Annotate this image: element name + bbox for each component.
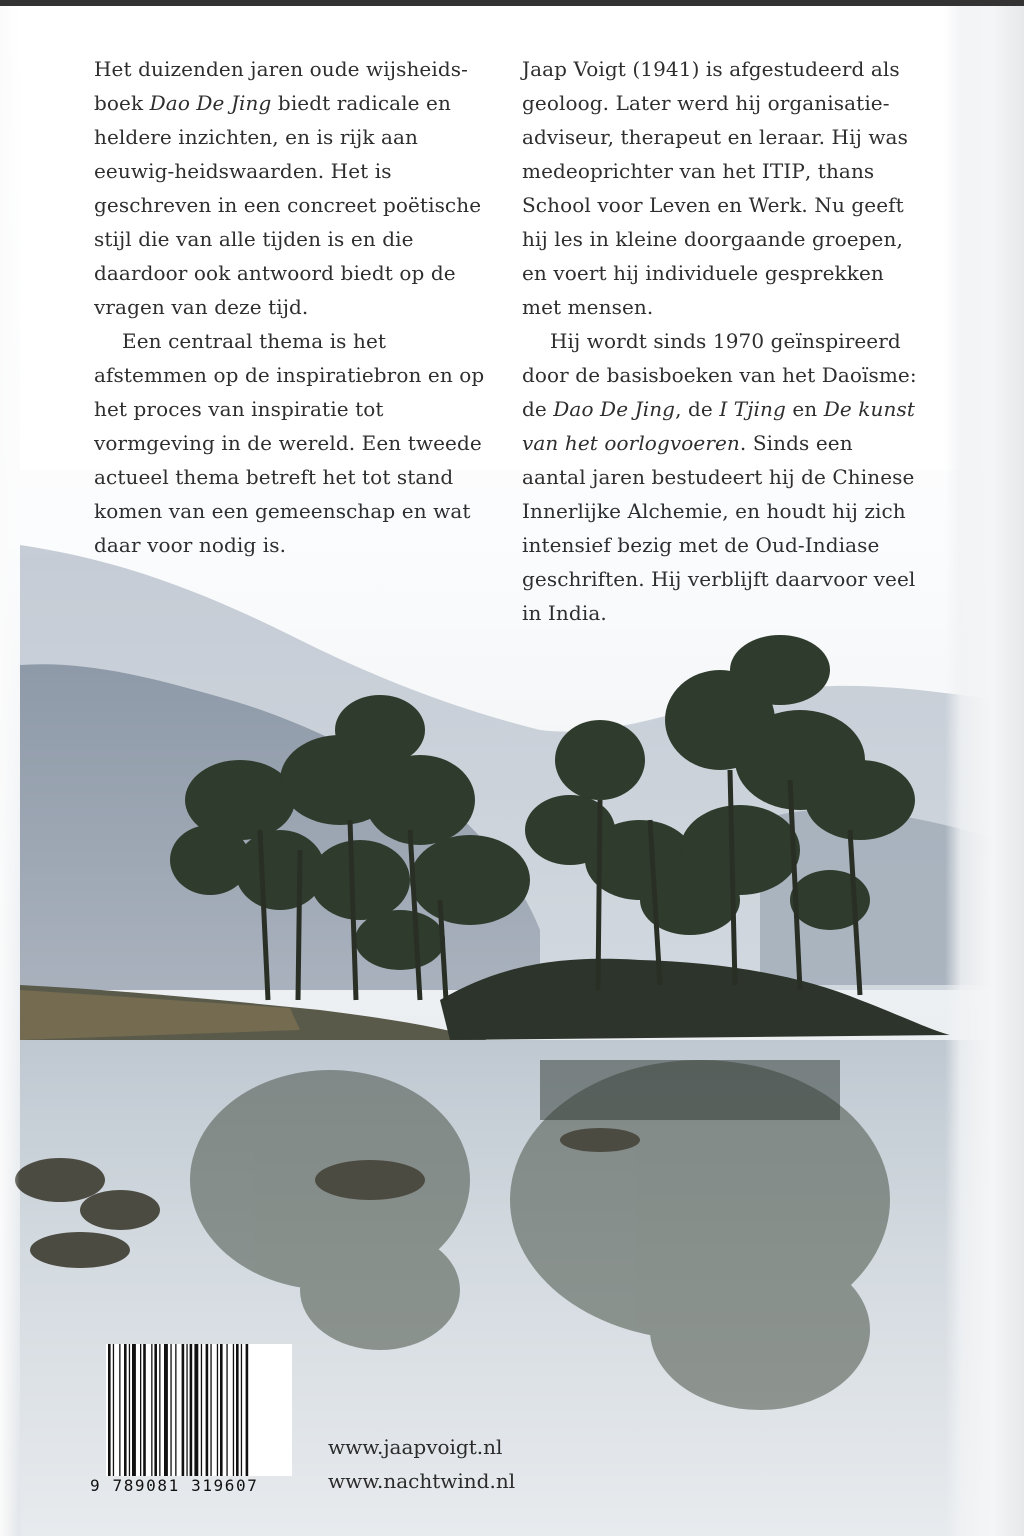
blurb-column [94,52,494,562]
barcode-bar [113,1344,114,1476]
book-spine-edge [945,0,1024,1536]
url-nachtwind[interactable]: www.nachtwind.nl [328,1469,516,1493]
top-edge [0,0,1024,6]
barcode-bar [182,1344,185,1476]
isbn-number: 9 789081 319607 [90,1476,259,1495]
barcode-bar [241,1344,242,1476]
barcode-bar [159,1344,160,1476]
barcode-bar [132,1344,136,1476]
bio-paragraph-2: Hij wordt sinds 1970 geïnspireerd door de basisboeken van het Daoïsme: de Dao De Jing, de I Tjing en De kunst van het oorlogvoeren. Sinds een aantal jaren bestudeert hij de Chinese Innerlijke Alchemie, en houdt hij zich intensief bezig met de Oud-Indiase geschriften. Hij verblijft daarvoor veel in India. [522,329,917,625]
barcode-bar [220,1344,223,1476]
barcode-bar [226,1344,227,1476]
barcode-bar [119,1344,120,1476]
blurb-paragraph-1: Het duizenden jaren oude wijsheids-boek Dao De Jing biedt radicale en heldere inzichten, en is rijk aan eeuwig-heidswaarden. Het is geschreven in een concreet poëtische stijl die van alle tijden is en die daardoor ook antwoord biedt op de vragen van deze tijd. [94,57,482,319]
title-i-tjing: I Tjing [719,397,786,421]
barcode-bars [106,1344,292,1476]
title-de-kunst-van-het-oorlogvoeren: De kunst van het oorlogvoeren [522,397,915,455]
barcode-bar [154,1344,157,1476]
barcode-bar [206,1344,209,1476]
barcode-bar [124,1344,127,1476]
author-bio-column [522,52,918,630]
barcode-bar [210,1344,211,1476]
barcode-bar [194,1344,198,1476]
barcode-bar [129,1344,130,1476]
barcode-bar [164,1344,168,1476]
barcode-bar [151,1344,152,1476]
bio-paragraph-1: Jaap Voigt (1941) is afgestudeerd als geoloog. Later werd hij organisatie-adviseur, therapeut en leraar. Hij was medeoprichter van het ITIP, thans School voor Leven en Werk. Nu geeft hij les in kleine doorgaande groepen, en voert hij individuele gesprekken met mensen. [522,57,908,319]
barcode-bar [175,1344,176,1476]
barcode-bar [143,1344,146,1476]
url-jaapvoigt[interactable]: www.jaapvoigt.nl [328,1435,503,1459]
title-dao-de-jing: Dao De Jing [553,397,676,421]
barcode-bar [140,1344,141,1476]
barcode-bar [186,1344,187,1476]
isbn-barcode [90,1340,298,1498]
barcode-bar [233,1344,234,1476]
barcode-bar [108,1344,111,1476]
blurb-paragraph-2: Een centraal thema is het afstemmen op de inspiratiebron en op het proces van inspiratie tot vormgeving in de wereld. Een tweede actueel thema betreft het tot stand komen van een gemeenschap en wat daar voor nodig is. [94,329,485,557]
barcode-bar [246,1344,249,1476]
barcode-bar [170,1344,171,1476]
website-links [328,1430,515,1498]
barcode-bar [201,1344,202,1476]
itip-abbreviation: ITIP [761,159,805,183]
barcode-bar [236,1344,239,1476]
book-title-dao-de-jing: Dao De Jing [149,91,272,115]
barcode-bar [217,1344,218,1476]
barcode-bar [190,1344,193,1476]
cover-left-edge [0,0,20,1536]
